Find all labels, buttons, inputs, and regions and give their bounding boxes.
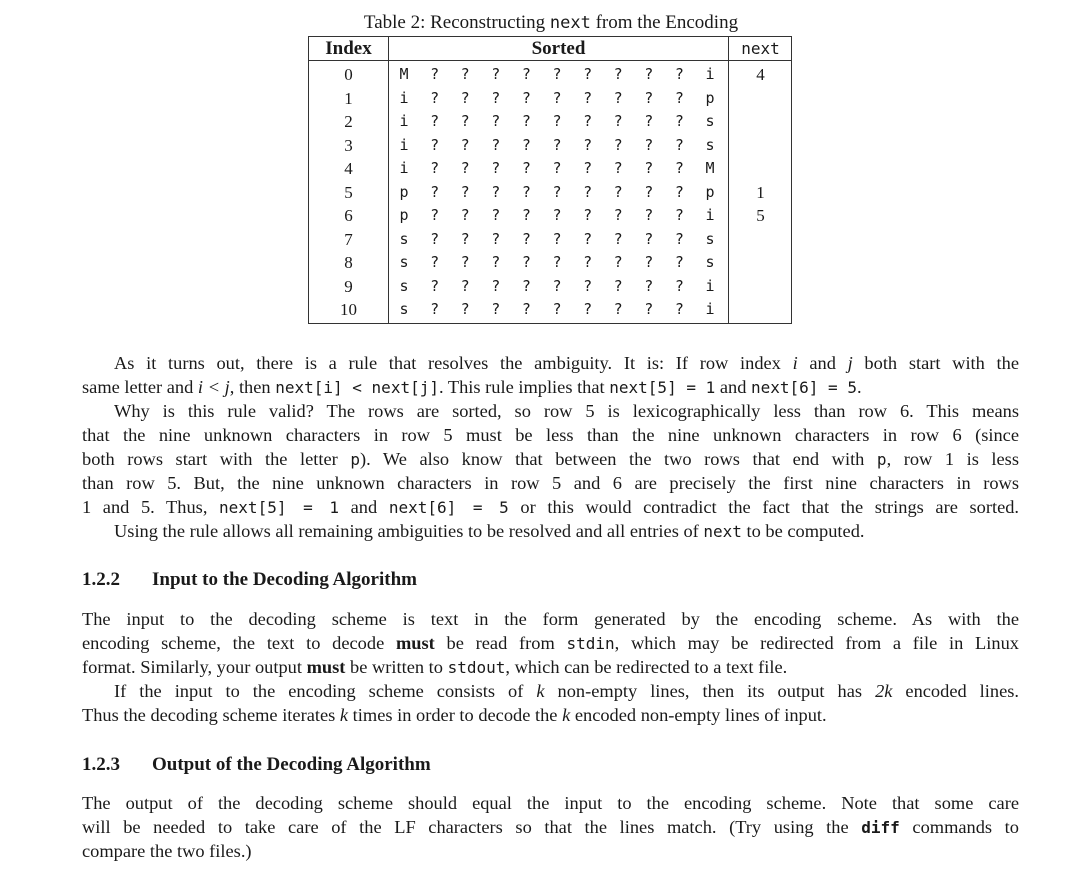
row-index: 3 bbox=[344, 135, 353, 155]
sorted-char-cell: ? bbox=[491, 135, 501, 154]
sorted-char-cell: ? bbox=[583, 112, 593, 130]
sorted-char-cell: ? bbox=[552, 229, 562, 248]
sorted-char-cell: ? bbox=[552, 182, 562, 201]
row-index: 9 bbox=[344, 276, 353, 296]
sorted-char-cell: ? bbox=[491, 159, 501, 177]
next-value bbox=[729, 228, 792, 252]
sorted-char-cell: p bbox=[399, 182, 409, 201]
sorted-char-cell: ? bbox=[674, 135, 684, 154]
sorted-char-cell: ? bbox=[613, 300, 623, 318]
sorted-char-cell: s bbox=[705, 253, 715, 271]
sorted-char-cell: M bbox=[705, 159, 715, 177]
next-value bbox=[729, 275, 792, 299]
sorted-char-cell: ? bbox=[583, 88, 593, 107]
sorted-char-cell: ? bbox=[613, 159, 623, 177]
sorted-char-cell: ? bbox=[430, 229, 440, 248]
sorted-char-cell: ? bbox=[583, 253, 593, 271]
sorted-char-cell: ? bbox=[460, 253, 470, 271]
header-rule bbox=[309, 60, 791, 61]
sorted-char-cell: s bbox=[399, 229, 409, 248]
sorted-char-cell: s bbox=[705, 135, 715, 154]
sorted-char-cell: ? bbox=[521, 159, 531, 177]
caption-code: next bbox=[549, 13, 591, 33]
sorted-char-cell: ? bbox=[521, 135, 531, 154]
sorted-char-cell: ? bbox=[644, 88, 654, 107]
sorted-char-cell: ? bbox=[521, 206, 531, 224]
section-heading-input: 1.2.2 Input to the Decoding Algorithm bbox=[82, 569, 417, 590]
sorted-char-cell: ? bbox=[613, 112, 623, 130]
sorted-char-cell: s bbox=[399, 276, 409, 295]
sorted-char-cell: ? bbox=[552, 88, 562, 107]
sorted-char-cell: ? bbox=[521, 300, 531, 318]
sorted-char-cell: ? bbox=[491, 112, 501, 130]
sorted-char-cell: ? bbox=[613, 206, 623, 224]
sorted-char-cell: i bbox=[399, 135, 409, 154]
sorted-char-cell: ? bbox=[521, 276, 531, 295]
sorted-char-cell: ? bbox=[430, 65, 440, 83]
sorted-char-cell: ? bbox=[491, 88, 501, 107]
sorted-char-cell: ? bbox=[644, 229, 654, 248]
sorted-char-cell: ? bbox=[644, 206, 654, 224]
sorted-char-cell: ? bbox=[460, 300, 470, 318]
reconstruction-table bbox=[308, 36, 792, 324]
sorted-char-cell: ? bbox=[644, 159, 654, 177]
sorted-char-cell: ? bbox=[613, 276, 623, 295]
sorted-char-cell: s bbox=[705, 229, 715, 248]
sorted-char-cell: ? bbox=[644, 276, 654, 295]
paragraph-why: Why is this rule valid? The rows are sorted, so row 5 is lexicographically less than row 6. This means that the nine unknown characters in row 5 must be less than the nine unknown characters in row 6 (since both rows start with the letter p). We also know that between the two rows that end with p, row 1 is less than row 5. But, the nine unknown characters in row 5 and 6 are precisely the first nine characters in rows 1 and 5. Thus, next[5] = 1 and next[6] = 5 or this would contradict the fact that the strings are sorted. Using the rule allows all remaining ambiguities to be resolved and all entries of next to be computed. bbox=[82, 401, 1020, 541]
sorted-char-cell: ? bbox=[613, 182, 623, 201]
sorted-char-cell: ? bbox=[460, 206, 470, 224]
sorted-char-cell: ? bbox=[430, 182, 440, 201]
sorted-char-cell: ? bbox=[460, 182, 470, 201]
sorted-char-cell: ? bbox=[674, 88, 684, 107]
paragraph-output: The output of the decoding scheme should equal the input to the encoding scheme. Note that some care will be needed to take care of the LF characters so that the lines match. (Try using the diff commands to compare the two files.) bbox=[82, 793, 1019, 861]
sorted-char-cell: ? bbox=[430, 253, 440, 271]
sorted-char-cell: ? bbox=[430, 88, 440, 107]
sorted-char-cell: p bbox=[705, 182, 715, 201]
sorted-char-cell: ? bbox=[521, 112, 531, 130]
sorted-char-cell: p bbox=[399, 206, 409, 224]
sorted-char-cell: ? bbox=[552, 65, 562, 83]
paragraph-rule: As it turns out, there is a rule that resolves the ambiguity. It is: If row index i and j both start with the same letter and i < j, then next[i] < next[j]. This rule implies that next[5] = 1 and next[6] = 5. bbox=[82, 353, 1020, 397]
sorted-char-cell: ? bbox=[583, 229, 593, 248]
sorted-char-cell: ? bbox=[430, 206, 440, 224]
sorted-char-cell: ? bbox=[491, 253, 501, 271]
sorted-char-cell: ? bbox=[521, 229, 531, 248]
sorted-char-cell: ? bbox=[521, 253, 531, 271]
sorted-char-cell: ? bbox=[521, 182, 531, 201]
sorted-char-cell: ? bbox=[674, 206, 684, 224]
sorted-char-cell: ? bbox=[613, 88, 623, 107]
sorted-char-cell: i bbox=[705, 206, 715, 224]
sorted-char-cell: ? bbox=[552, 253, 562, 271]
next-value bbox=[729, 157, 792, 181]
row-index: 5 bbox=[344, 182, 353, 202]
sorted-char-cell: ? bbox=[430, 300, 440, 318]
sorted-char-cell: ? bbox=[583, 182, 593, 201]
sorted-char-cell: ? bbox=[460, 135, 470, 154]
sorted-char-cell: ? bbox=[644, 253, 654, 271]
caption-suffix: from the Encoding bbox=[590, 12, 739, 33]
sorted-char-cell: ? bbox=[552, 135, 562, 154]
sorted-char-cell: ? bbox=[583, 159, 593, 177]
sorted-char-cell: ? bbox=[644, 300, 654, 318]
sorted-char-cell: ? bbox=[552, 206, 562, 224]
sorted-char-cell: ? bbox=[674, 276, 684, 295]
sorted-char-cell: ? bbox=[491, 206, 501, 224]
sorted-char-cell: ? bbox=[460, 112, 470, 130]
sorted-char-cell: ? bbox=[521, 88, 531, 107]
sorted-char-cell: ? bbox=[674, 300, 684, 318]
next-value bbox=[729, 134, 792, 158]
sorted-char-cell: i bbox=[399, 159, 409, 177]
sorted-char-cell: ? bbox=[491, 65, 501, 83]
sorted-char-cell: s bbox=[399, 300, 409, 318]
next-value: 4 bbox=[756, 65, 765, 84]
sorted-char-cell: ? bbox=[430, 112, 440, 130]
sorted-char-cell: ? bbox=[460, 276, 470, 295]
sorted-char-cell: ? bbox=[583, 206, 593, 224]
sorted-char-cell: ? bbox=[674, 229, 684, 248]
sorted-char-cell: i bbox=[399, 88, 409, 107]
row-index: 0 bbox=[344, 65, 353, 84]
sorted-char-cell: M bbox=[399, 65, 409, 83]
next-value bbox=[729, 87, 792, 111]
row-index: 7 bbox=[344, 229, 353, 249]
next-value: 1 bbox=[756, 182, 765, 202]
sorted-char-cell: ? bbox=[674, 159, 684, 177]
sorted-char-cell: ? bbox=[644, 112, 654, 130]
row-index: 2 bbox=[344, 112, 353, 131]
sorted-char-cell: ? bbox=[491, 229, 501, 248]
sorted-char-cell: ? bbox=[613, 65, 623, 83]
sorted-char-cell: ? bbox=[674, 65, 684, 83]
caption-prefix: Table 2: Reconstructing bbox=[363, 12, 550, 33]
sorted-char-cell: ? bbox=[613, 229, 623, 248]
row-index: 1 bbox=[344, 88, 353, 108]
sorted-char-cell: ? bbox=[460, 229, 470, 248]
sorted-char-cell: ? bbox=[644, 182, 654, 201]
next-value bbox=[729, 110, 792, 134]
next-value bbox=[729, 251, 792, 275]
sorted-char-cell: ? bbox=[583, 135, 593, 154]
next-value bbox=[729, 298, 792, 322]
section-heading-output: 1.2.3 Output of the Decoding Algorithm bbox=[82, 754, 431, 775]
row-index: 4 bbox=[344, 159, 353, 178]
sorted-char-cell: p bbox=[705, 88, 715, 107]
next-value: 5 bbox=[756, 206, 765, 225]
sorted-char-cell: ? bbox=[460, 65, 470, 83]
row-index: 8 bbox=[344, 253, 353, 272]
sorted-char-cell: ? bbox=[491, 300, 501, 318]
sorted-char-cell: ? bbox=[613, 135, 623, 154]
table-caption bbox=[308, 12, 794, 34]
sorted-char-cell: ? bbox=[460, 159, 470, 177]
sorted-char-cell: ? bbox=[552, 159, 562, 177]
sorted-char-cell: ? bbox=[674, 182, 684, 201]
header-index: Index bbox=[325, 38, 372, 59]
sorted-char-cell: s bbox=[399, 253, 409, 271]
sorted-char-cell: ? bbox=[430, 135, 440, 154]
row-index: 6 bbox=[344, 206, 353, 225]
header-next: next bbox=[741, 39, 780, 58]
sorted-char-cell: ? bbox=[583, 276, 593, 295]
sorted-char-cell: ? bbox=[674, 253, 684, 271]
sorted-char-cell: ? bbox=[552, 300, 562, 318]
sorted-char-cell: ? bbox=[583, 300, 593, 318]
sorted-char-cell: ? bbox=[491, 182, 501, 201]
sorted-char-cell: i bbox=[705, 300, 715, 318]
sorted-char-cell: ? bbox=[552, 112, 562, 130]
sorted-char-cell: ? bbox=[583, 65, 593, 83]
sorted-char-cell: i bbox=[705, 65, 715, 83]
sorted-char-cell: ? bbox=[613, 253, 623, 271]
sorted-char-cell: ? bbox=[644, 65, 654, 83]
sorted-char-cell: ? bbox=[460, 88, 470, 107]
sorted-char-cell: i bbox=[705, 276, 715, 295]
sorted-char-cell: ? bbox=[430, 159, 440, 177]
sorted-char-cell: ? bbox=[491, 276, 501, 295]
row-index: 10 bbox=[340, 300, 357, 319]
sorted-char-cell: ? bbox=[552, 276, 562, 295]
sorted-char-cell: ? bbox=[674, 112, 684, 130]
sorted-char-cell: i bbox=[399, 112, 409, 130]
sorted-char-cell: ? bbox=[430, 276, 440, 295]
sorted-char-cell: ? bbox=[644, 135, 654, 154]
sorted-char-cell: ? bbox=[521, 65, 531, 83]
paragraph-input: The input to the decoding scheme is text in the form generated by the encoding scheme. As with the encoding scheme, the text to decode must be read from stdin, which may be redirected from a file in Linux format. Similarly, your output must be written to stdout, which can be redirected to a text file. If the input to the encoding scheme consists of k non-empty lines, then its output has 2k encoded lines. Thus the decoding scheme iterates k times in order to decode the k encoded non-empty lines of input. bbox=[82, 609, 1020, 725]
header-sorted: Sorted bbox=[531, 38, 586, 59]
sorted-char-cell: s bbox=[705, 112, 715, 130]
